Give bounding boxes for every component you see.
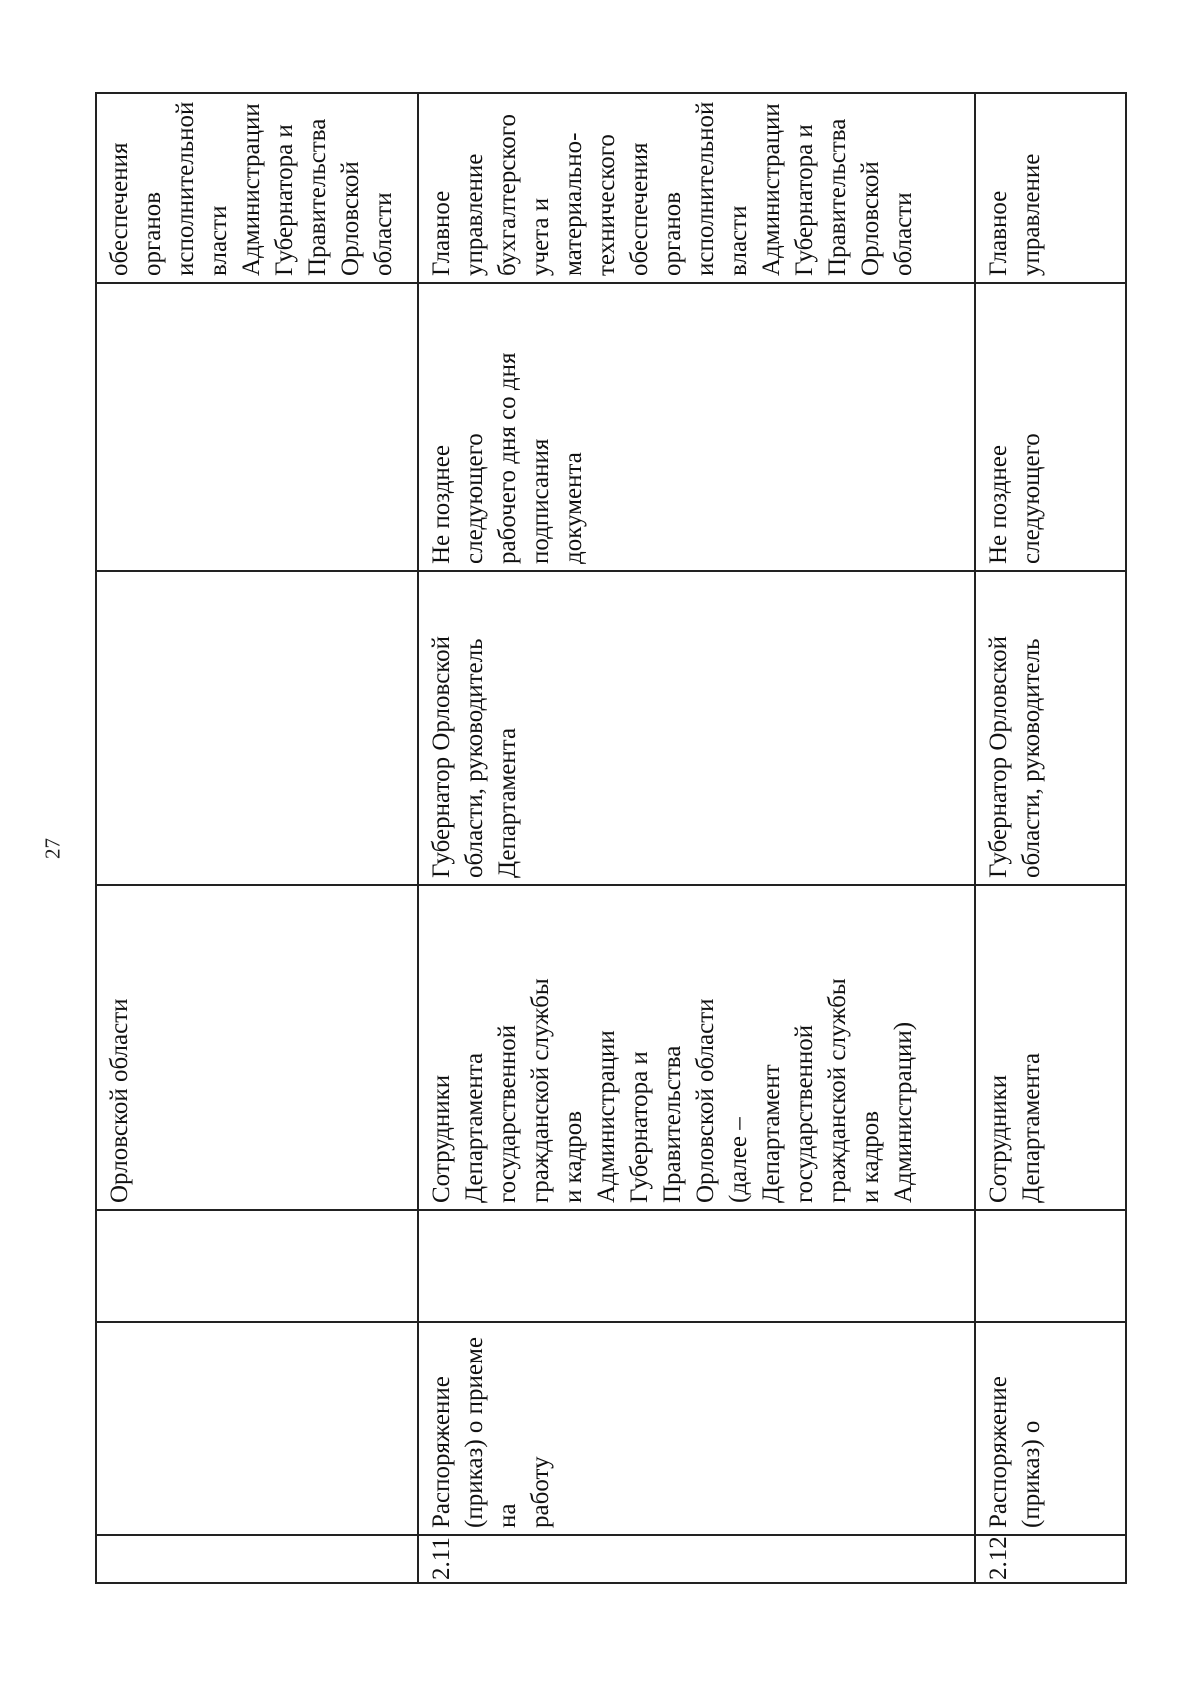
cell-document: [96, 1322, 418, 1535]
cell-number: [96, 1535, 418, 1583]
cell-number: 2.11: [418, 1535, 975, 1583]
rotated-table-container: [95, 94, 1125, 1584]
cell-document: Распоряжение (приказ) о: [975, 1322, 1126, 1535]
cell-recipient: Главное управление бухгалтерского учета и материально- технического обеспечения органов исполнительной власти Администрации Губернатора и Правительства Орловской области: [418, 93, 975, 283]
cell-blank: [96, 1210, 418, 1322]
document-table: [95, 92, 1127, 1584]
cell-blank: [975, 1210, 1126, 1322]
cell-deadline: Не позднее следующего: [975, 283, 1126, 571]
cell-deadline: Не позднее следующего рабочего дня со дня подписания документа: [418, 283, 975, 571]
cell-signer: Губернатор Орловской области, руководитель: [975, 571, 1126, 885]
page-number: 27: [40, 838, 65, 859]
cell-signer: Губернатор Орловской области, руководитель Департамента: [418, 571, 975, 885]
table-row: [975, 93, 1126, 1583]
cell-blank: [418, 1210, 975, 1322]
table-row: [96, 93, 418, 1583]
cell-executor: Орловской области: [96, 885, 418, 1210]
cell-signer: [96, 571, 418, 885]
cell-document: Распоряжение (приказ) о приеме на работу: [418, 1322, 975, 1535]
cell-deadline: [96, 283, 418, 571]
cell-executor: Сотрудники Департамента государственной гражданской службы и кадров Администрации Губернатора и Правительства Орловской области (далее – Департамент государственной гражданской службы и кадров Администрации): [418, 885, 975, 1210]
table-row: [418, 93, 975, 1583]
cell-recipient: обеспечения органов исполнительной власти Администрации Губернатора и Правительства Орловской области: [96, 93, 418, 283]
cell-number: 2.12: [975, 1535, 1126, 1583]
cell-executor: Сотрудники Департамента: [975, 885, 1126, 1210]
cell-recipient: Главное управление: [975, 93, 1126, 283]
